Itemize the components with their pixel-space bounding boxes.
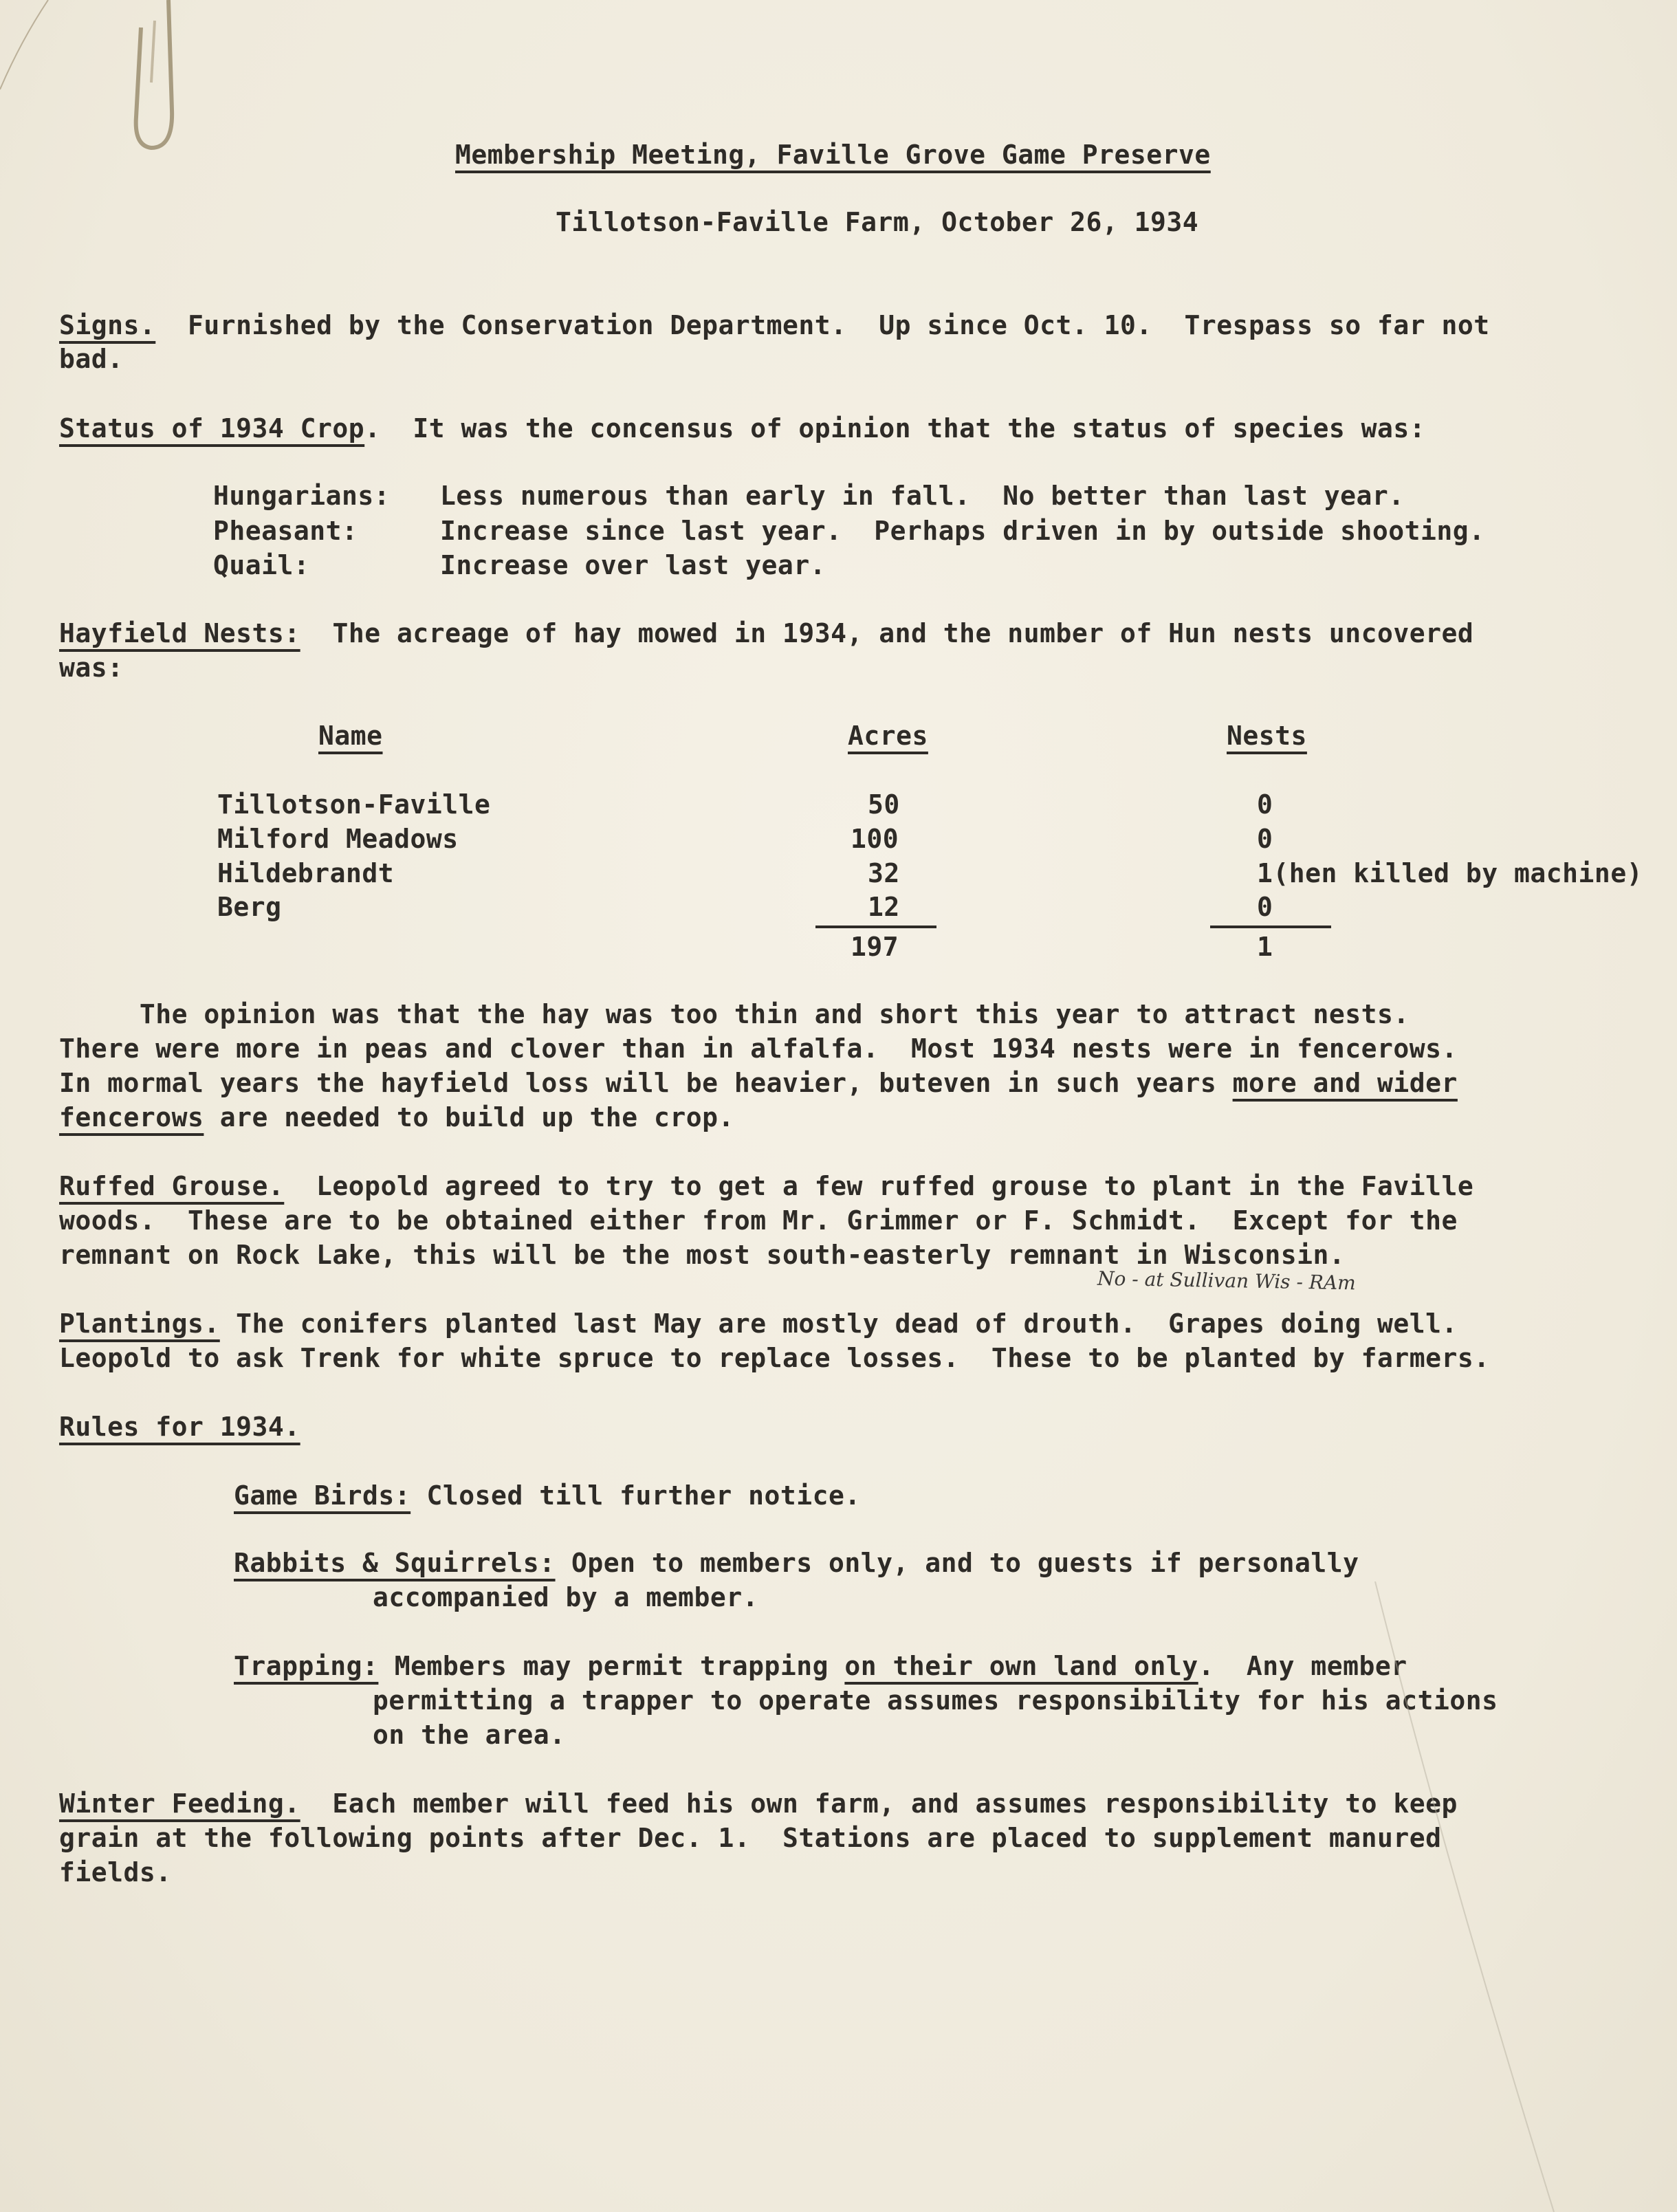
table-header-nests: Nests xyxy=(1227,721,1307,751)
table-cell-nests: 0 xyxy=(1257,824,1273,854)
plantings-heading: Plantings. xyxy=(59,1308,220,1339)
table-cell-name: Tillotson-Faville xyxy=(217,789,491,820)
status-heading: Status of 1934 Crop xyxy=(59,413,365,444)
grouse-paragraph xyxy=(59,1169,1473,1203)
paperclip-mark-icon xyxy=(103,0,206,158)
table-cell-nests: 0 xyxy=(1257,892,1273,922)
table-cell-nests: 1(hen killed by machine) xyxy=(1257,858,1643,888)
rules-heading: Rules for 1934. xyxy=(59,1412,300,1442)
hayfield-text: The acreage of hay mowed in 1934, and the number of Hun nests uncovered xyxy=(332,618,1474,648)
status-paragraph xyxy=(59,411,1425,446)
rule-label: Game Birds: xyxy=(234,1480,411,1511)
winter-text-line: grain at the following points after Dec. 1. Stations are placed to supplement manured xyxy=(59,1823,1442,1853)
table-cell-acres: 12 xyxy=(868,892,900,922)
opinion-line: There were more in peas and clover than in alfalfa. Most 1934 nests were in fencerows. xyxy=(59,1033,1458,1064)
table-cell-name: Hildebrandt xyxy=(217,858,395,888)
hayfield-text-line2: was: xyxy=(59,653,124,683)
grouse-text-line: remnant on Rock Lake, this will be the most south-easterly remnant in Wisconsin. xyxy=(59,1240,1346,1270)
rule-game-birds xyxy=(234,1478,861,1513)
paper-fold-line-icon xyxy=(1361,1581,1568,2212)
hayfield-heading: Hayfield Nests: xyxy=(59,618,300,648)
grouse-heading: Ruffed Grouse. xyxy=(59,1171,285,1201)
grouse-text: Leopold agreed to try to get a few ruffed grouse to plant in the Faville xyxy=(284,1171,1474,1201)
signs-heading: Signs. xyxy=(59,310,156,340)
table-cell-nests: 0 xyxy=(1257,789,1273,820)
rule-text: . Any member xyxy=(1198,1651,1407,1681)
plantings-paragraph xyxy=(59,1306,1458,1341)
table-total-nests: 1 xyxy=(1257,932,1273,962)
winter-text: Each member will feed his own farm, and assumes responsibility to keep xyxy=(300,1788,1458,1819)
rule-trapping xyxy=(234,1649,1407,1683)
paper-crease-mark-icon xyxy=(0,0,55,96)
table-header-name: Name xyxy=(318,721,383,751)
rule-label: Rabbits & Squirrels: xyxy=(234,1548,556,1578)
rule-rabbits xyxy=(234,1546,1359,1580)
plantings-text-line: Leopold to ask Trenk for white spruce to replace losses. These to be planted by farmers. xyxy=(59,1343,1490,1373)
rule-text-line: on the area. xyxy=(373,1720,566,1750)
document-subtitle: Tillotson-Faville Farm, October 26, 1934 xyxy=(556,207,1199,237)
opinion-line: The opinion was that the hay was too thin and short this year to attract nests. xyxy=(59,999,1410,1029)
signs-paragraph xyxy=(59,308,1490,342)
total-rule-nests xyxy=(1210,926,1331,928)
species-note: Increase over last year. xyxy=(440,550,826,580)
rule-text: Open to members only, and to guests if personally xyxy=(555,1548,1359,1578)
table-cell-acres: 32 xyxy=(868,858,900,888)
rule-emphasis: on their own land only xyxy=(844,1651,1198,1681)
rule-label: Trapping: xyxy=(234,1651,379,1681)
opinion-emphasis: more and wider xyxy=(1232,1068,1458,1098)
species-name: Hungarians: xyxy=(213,481,391,511)
plantings-text: The conifers planted last May are mostly dead of drouth. Grapes doing well. xyxy=(219,1308,1458,1339)
winter-paragraph xyxy=(59,1786,1458,1821)
opinion-emphasis: fencerows xyxy=(59,1102,204,1132)
rule-text-line: permitting a trapper to operate assumes responsibility for his actions xyxy=(373,1685,1498,1716)
handwritten-note: No - at Sullivan Wis - RAm xyxy=(1097,1267,1356,1295)
table-cell-name: Milford Meadows xyxy=(217,824,459,854)
species-note: Increase since last year. Perhaps driven in by outside shooting. xyxy=(440,516,1485,546)
opinion-text: are needed to build up the crop. xyxy=(204,1102,734,1132)
opinion-line xyxy=(59,1066,1458,1100)
opinion-text: In mormal years the hayfield loss will be heavier, buteven in such years xyxy=(59,1068,1233,1098)
species-note: Less numerous than early in fall. No better than last year. xyxy=(440,481,1405,511)
rule-text: Closed till further notice. xyxy=(410,1480,861,1511)
signs-text-line2: bad. xyxy=(59,344,124,374)
rule-text-line: accompanied by a member. xyxy=(373,1582,759,1612)
table-cell-name: Berg xyxy=(217,892,282,922)
signs-text: Furnished by the Conservation Department. Up since Oct. 10. Trespass so far not xyxy=(188,310,1490,340)
table-header-acres: Acres xyxy=(848,721,928,751)
opinion-line xyxy=(59,1100,734,1135)
hayfield-paragraph xyxy=(59,616,1473,650)
species-name: Quail: xyxy=(213,550,310,580)
total-rule-acres xyxy=(815,926,936,928)
table-total-acres: 197 xyxy=(851,932,899,962)
table-cell-acres: 50 xyxy=(868,789,900,820)
winter-heading: Winter Feeding. xyxy=(59,1788,300,1819)
winter-text-line: fields. xyxy=(59,1857,172,1887)
table-cell-acres: 100 xyxy=(851,824,899,854)
species-name: Pheasant: xyxy=(213,516,358,546)
grouse-text-line: woods. These are to be obtained either from Mr. Grimmer or F. Schmidt. Except for the xyxy=(59,1205,1458,1236)
rule-text: Members may permit trapping xyxy=(378,1651,845,1681)
document-title: Membership Meeting, Faville Grove Game Preserve xyxy=(455,140,1211,170)
status-intro: . It was the concensus of opinion that the status of species was: xyxy=(364,413,1426,444)
